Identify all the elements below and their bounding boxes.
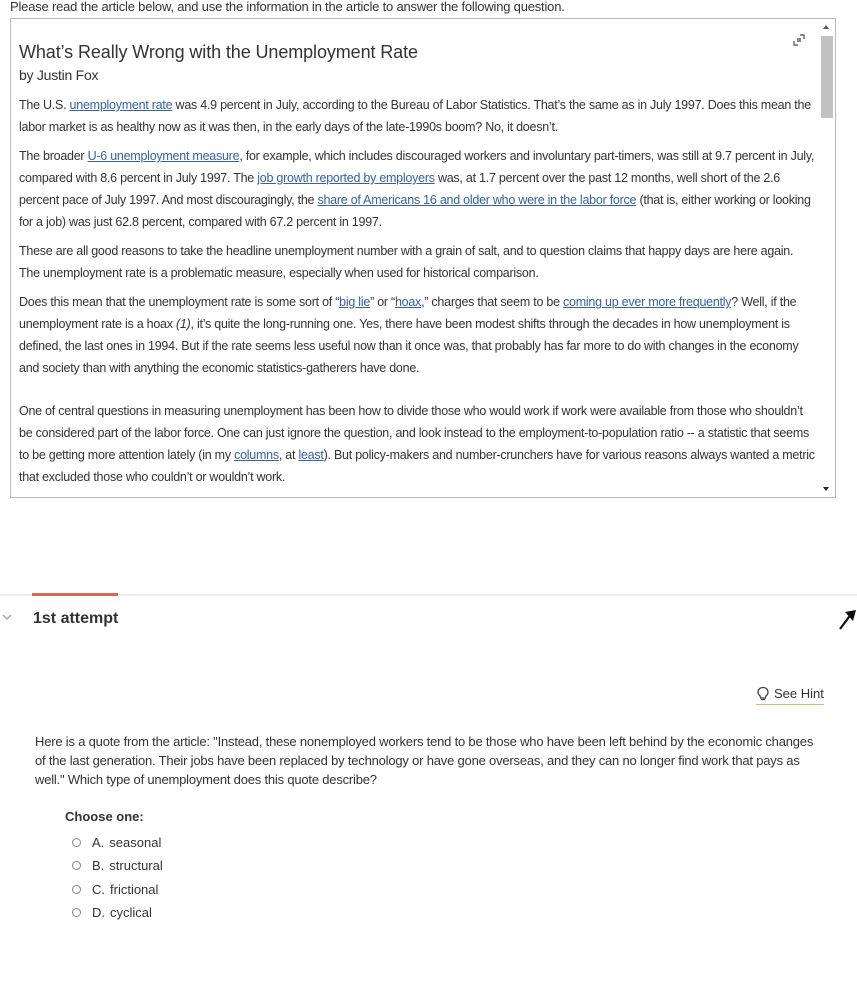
radio-option-a[interactable] [72,838,81,847]
link-unemployment-rate[interactable]: unemployment rate [69,98,173,112]
link-coming-up-more-frequently[interactable]: coming up ever more frequently [563,295,732,309]
article-content [19,19,815,488]
article-title: What’s Really Wrong with the Unemployment Rate [19,42,418,62]
scroll-down-arrow-icon[interactable] [823,487,829,491]
choose-one-label: Choose one: [65,809,144,824]
option-d[interactable] [72,903,152,921]
article-panel[interactable] [10,18,836,498]
article-paragraph-3: These are all good reasons to take the headline unemployment number with a grain of salt, and to question claims that happy days are here again. The unemployment rate is a problematic measure, especially when used for historical comparison. [19,244,794,280]
radio-option-b[interactable] [72,861,81,870]
instructions-text: Please read the article below, and use the information in the article to answer the following question. [10,0,565,14]
corner-arrow-icon [838,608,857,630]
chevron-down-icon[interactable] [2,612,12,622]
article-paragraph-2: The broader U-6 unemployment measure, for example, which includes discouraged workers and involuntary part-timers, was still at 9.7 percent in July, compared with 8.6 percent in July 1997. The job growth reported by employers was, at 1.7 percent over the past 12 months, well short of the 2.6 percent pace of July 1997. And most discouragingly, the share of Americans 16 and older who were in the labor force (that is, either working or looking for a job) was just 62.8 percent, compared with 67.2 percent in 1997. [19,149,815,229]
article-paragraph-5: One of central questions in measuring unemployment has been how to divide those who would work if work were available from those who shouldn’t be considered part of the labor force. One can just ignore the question, and look instead to the employment-to-population ratio -- a statistic that seems to be getting more attention lately (in my columns, at least). But policy-makers and number-crunchers have for various reasons always wanted a metric that excluded those who couldn’t or wouldn’t work. [19,404,815,484]
article-scrollbar[interactable] [819,19,835,497]
attempt-tab-indicator [32,593,118,596]
option-text: cyclical [110,904,152,920]
link-columns[interactable]: columns [234,448,279,462]
footnote-marker: (1) [175,317,191,331]
see-hint-label[interactable]: See Hint [774,686,824,701]
scroll-up-arrow-icon[interactable] [823,25,829,29]
scroll-thumb[interactable] [821,36,833,118]
option-letter: C. [92,881,105,897]
option-letter: B. [92,857,105,873]
article-paragraph-4: Does this mean that the unemployment rate is some sort of “big lie” or “hoax,” charges that seem to be coming up ever more frequently? Well, if the unemployment rate is a hoax (1), it’s quite the long-running one. Yes, there have been modest shifts through the decades in how unemployment is defined, the last ones in 1994. But if the rate seems less useful now than it once was, that probably has far more to do with changes in the economy and society than with anything the economic statistics-gatherers have done. [19,295,799,375]
question-text: Here is a quote from the article: "Instead, these nonemployed workers tend to be those who have been left behind by the economic changes of the last generation. Their jobs have been replaced by technology or have gone overseas, and they can no longer find work that pays as well." Which type of unemployment does this quote describe? [35,734,814,787]
option-b[interactable] [72,856,163,874]
option-text: structural [109,857,163,873]
link-job-growth[interactable]: job growth reported by employers [257,171,435,185]
option-text: frictional [110,881,159,897]
link-hoax[interactable]: hoax [394,295,422,309]
option-c[interactable] [72,880,158,898]
radio-option-c[interactable] [72,885,81,894]
link-big-lie[interactable]: big lie [339,295,371,309]
see-hint-button[interactable] [756,684,824,705]
option-a[interactable] [72,833,161,851]
section-divider [0,594,857,596]
lightbulb-icon [756,686,770,702]
option-text: seasonal [109,834,162,850]
option-letter: A. [92,834,105,850]
article-author: by Justin Fox [19,67,99,83]
article-paragraph-1: The U.S. unemployment rate was 4.9 percent in July, according to the Bureau of Labor Statistics. That’s the same as in July 1997. Does this mean the labor market is as healthy now as it was then, in the early days of the late-1990s boom? No, it doesn’t. [19,98,811,134]
link-labor-force-share[interactable]: share of Americans 16 and older who were in the labor force [317,193,637,207]
radio-option-d[interactable] [72,908,81,917]
option-letter: D. [92,904,105,920]
attempt-label[interactable]: 1st attempt [33,610,119,627]
link-u6-measure[interactable]: U-6 unemployment measure [87,149,240,163]
link-least[interactable]: least [298,448,324,462]
